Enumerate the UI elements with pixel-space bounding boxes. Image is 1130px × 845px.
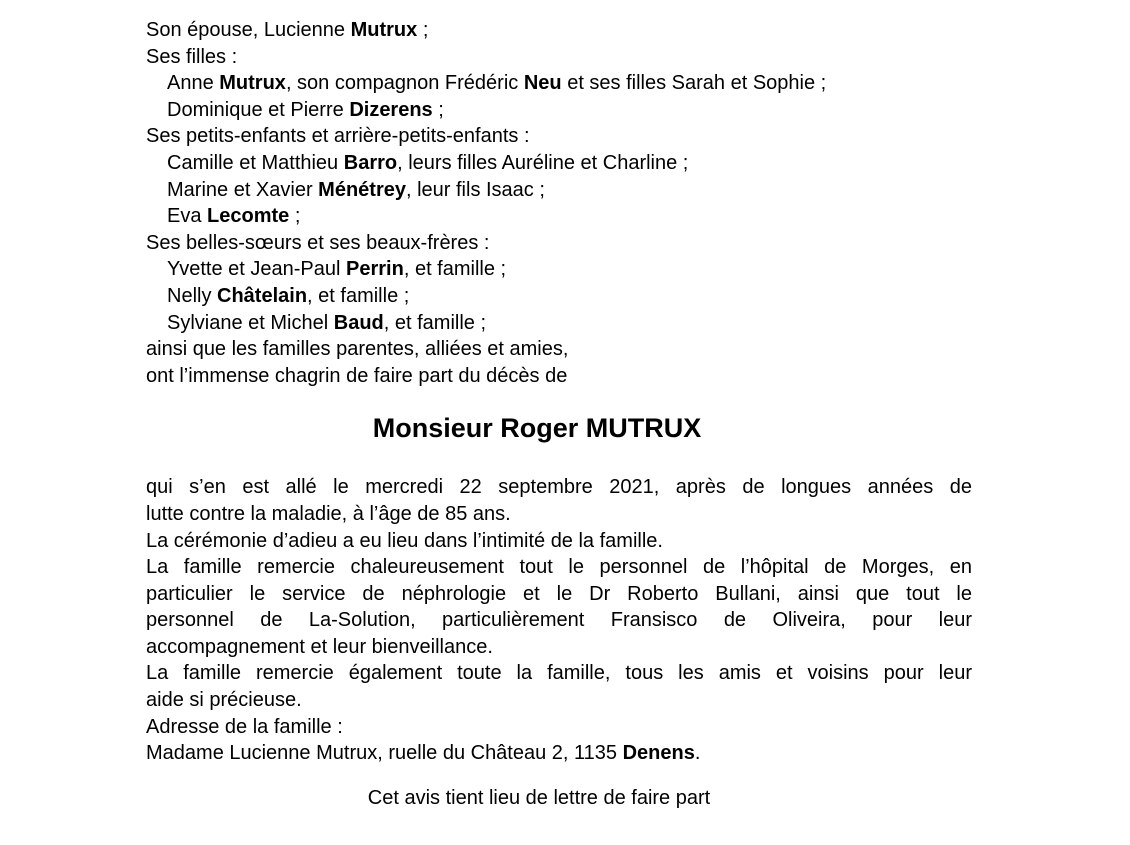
deceased-name-heading: Monsieur Roger MUTRUX	[372, 413, 702, 444]
text-segment: ;	[432, 98, 444, 121]
body-line	[146, 660, 972, 687]
surname-bold: Denens	[622, 742, 695, 765]
text-segment: Camille et Matthieu	[167, 151, 344, 174]
body-line	[146, 607, 972, 634]
text-segment: Marine et Xavier	[167, 178, 319, 201]
surname-bold: Mutrux	[350, 19, 418, 41]
text-segment: accompagnement et leur bienveillance.	[146, 635, 493, 658]
family-line	[146, 256, 972, 283]
text-segment: ;	[289, 205, 301, 228]
body-line	[146, 581, 972, 608]
announcement-body	[146, 474, 972, 767]
surname-bold: Perrin	[346, 258, 404, 281]
text-segment: , leur fils Isaac ;	[405, 178, 545, 201]
body-line	[146, 714, 972, 741]
text-segment: Anne	[167, 72, 220, 95]
text-segment: Son épouse, Lucienne	[146, 19, 351, 41]
family-line	[146, 123, 972, 150]
text-segment: Ses belles-sœurs et ses beaux-frères :	[146, 231, 490, 254]
text-segment: , et famille ;	[307, 284, 410, 307]
text-segment: Ses filles :	[146, 45, 238, 68]
text-segment: ;	[417, 19, 429, 41]
surname-bold: Barro	[343, 151, 398, 174]
body-line	[146, 687, 972, 714]
surname-bold: Dizerens	[349, 98, 433, 121]
surname-bold: Mutrux	[219, 72, 286, 95]
obituary-document	[146, 17, 972, 811]
family-line	[146, 70, 972, 97]
text-segment: La cérémonie d’adieu a eu lieu dans l’intimité de la famille.	[146, 529, 663, 552]
text-segment: Ses petits-enfants et arrière-petits-enfants :	[146, 125, 530, 148]
body-line	[146, 474, 972, 501]
text-segment: Yvette et Jean-Paul	[167, 258, 347, 281]
surname-bold: Lecomte	[207, 205, 290, 228]
text-segment: ainsi que les familles parentes, alliées et amies,	[146, 338, 569, 361]
text-segment: Adresse de la famille :	[146, 715, 343, 738]
body-line	[146, 740, 972, 767]
body-line	[146, 634, 972, 661]
surname-bold: Ménétrey	[318, 178, 406, 201]
text-segment: ont l’immense chagrin de faire part du décès de	[146, 364, 568, 387]
text-segment: , leurs filles Auréline et Charline ;	[397, 151, 689, 174]
text-segment: Nelly	[167, 284, 218, 307]
text-segment: particulier le service de néphrologie et le Dr Roberto Bullani, ainsi que tout le	[146, 582, 972, 605]
family-line	[146, 230, 972, 257]
text-segment: , et famille ;	[403, 258, 507, 281]
text-segment: Sylviane et Michel	[167, 311, 334, 334]
family-line	[146, 177, 972, 204]
body-line	[146, 501, 972, 528]
family-line	[146, 310, 972, 337]
text-segment: qui s’en est allé le mercredi 22 septembre 2021, après de longues années de	[146, 476, 972, 499]
family-line	[146, 97, 972, 124]
text-segment: personnel de La-Solution, particulièrement Fransisco de Oliveira, pour leur	[146, 609, 972, 632]
footer-notice: Cet avis tient lieu de lettre de faire part	[367, 786, 711, 809]
body-line	[146, 554, 972, 581]
family-line	[146, 363, 972, 390]
family-line	[146, 17, 972, 44]
family-line	[146, 283, 972, 310]
surname-bold: Baud	[333, 311, 384, 334]
text-segment: et ses filles Sarah et Sophie ;	[561, 72, 827, 95]
text-segment: aide si précieuse.	[146, 689, 302, 712]
family-line	[146, 150, 972, 177]
text-segment: lutte contre la maladie, à l’âge de 85 ans.	[146, 502, 511, 525]
text-segment: Eva	[167, 205, 208, 228]
family-line	[146, 44, 972, 71]
surname-bold: Neu	[523, 72, 562, 95]
text-segment: La famille remercie également toute la famille, tous les amis et voisins pour leur	[146, 662, 972, 685]
text-segment: , son compagnon Frédéric	[285, 72, 524, 95]
family-list	[146, 17, 972, 389]
text-segment: Dominique et Pierre	[167, 98, 350, 121]
family-line	[146, 336, 972, 363]
surname-bold: Châtelain	[217, 284, 308, 307]
body-line	[146, 528, 972, 555]
family-line	[146, 203, 972, 230]
text-segment: Madame Lucienne Mutrux, ruelle du Château 2, 1135	[146, 742, 623, 765]
text-segment: .	[694, 742, 701, 765]
text-segment: La famille remercie chaleureusement tout le personnel de l’hôpital de Morges, en	[146, 556, 972, 579]
text-segment: , et famille ;	[383, 311, 487, 334]
